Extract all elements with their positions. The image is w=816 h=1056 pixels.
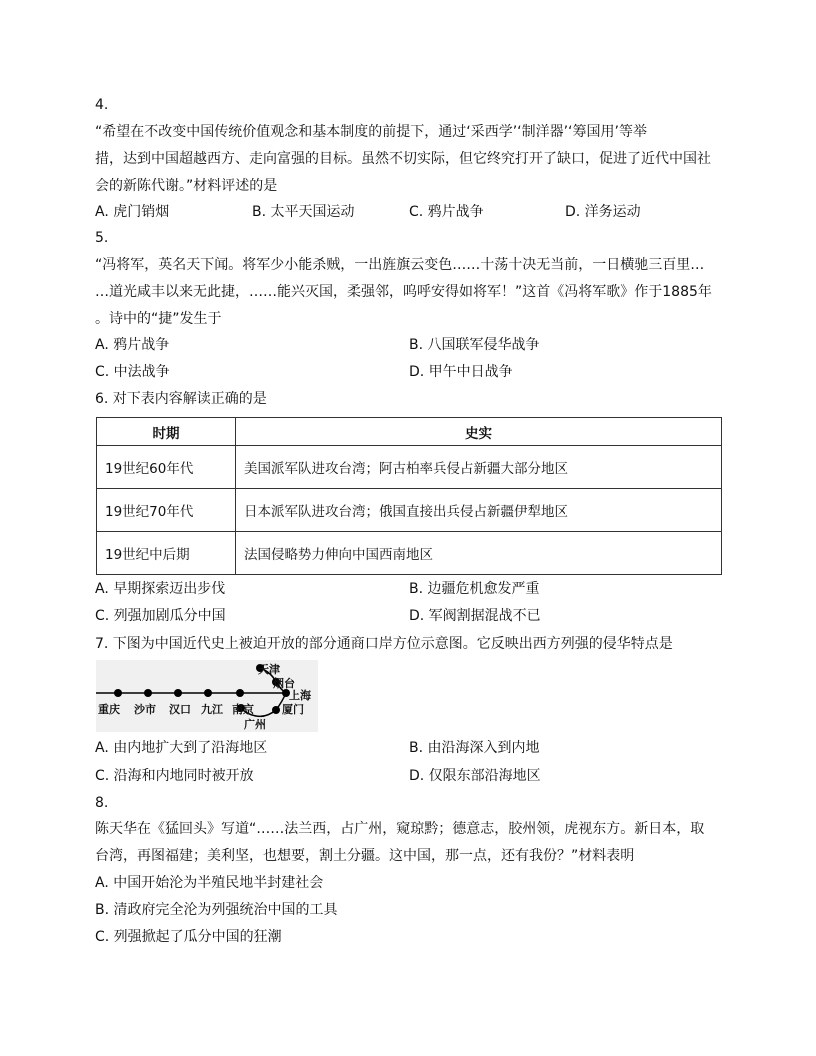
q6-option-a[interactable]: A. 早期探索迈出步伐 (95, 581, 226, 597)
table-cell-fact: 美国派军队进攻台湾；阿古柏率兵侵占新疆大部分地区 (236, 446, 722, 489)
q5-stem-line1: “冯将军，英名天下闻。将军少小能杀贼，一出旌旗云变色……十荡十决无当前，一日横驰三百里… (95, 257, 705, 273)
q4-option-c[interactable]: C. 鸦片战争 (409, 204, 484, 220)
treaty-ports-map (96, 660, 318, 732)
map-label-guangzhou: 广州 (244, 718, 266, 731)
map-label-tianjin: 天津 (258, 663, 280, 676)
q4-number: 4. (95, 97, 109, 113)
q4-stem-line1: “希望在不改变中国传统价值观念和基本制度的前提下，通过‘采西学’‘制洋器’‘筹国用’等举 (95, 124, 647, 140)
q5-option-d[interactable]: D. 甲午中日战争 (409, 364, 513, 380)
q5-stem-line3: 。诗中的“捷”发生于 (95, 311, 222, 327)
table-row (97, 489, 722, 532)
map-label-nanjing: 南京 (232, 703, 254, 716)
table-row (97, 532, 722, 575)
table-cell-period: 19世纪中后期 (97, 532, 236, 575)
map-label-yantai: 烟台 (273, 677, 295, 690)
map-label-shashi: 沙市 (134, 703, 156, 716)
map-routes (96, 660, 318, 732)
q5-number: 5. (95, 230, 109, 246)
q7-stem: 7. 下图为中国近代史上被迫开放的部分通商口岸方位示意图。它反映出西方列强的侵华特点是 (95, 636, 673, 652)
q8-stem-line2: 台湾，再图福建；美利坚，也想要，割土分疆。这中国，那一点，还有我份？”材料表明 (95, 848, 635, 864)
table-cell-fact: 日本派军队进攻台湾；俄国直接出兵侵占新疆伊犁地区 (236, 489, 722, 532)
q4-option-a[interactable]: A. 虎门销烟 (95, 204, 170, 220)
map-label-hankou: 汉口 (169, 703, 191, 716)
q8-option-a[interactable]: A. 中国开始沦为半殖民地半封建社会 (95, 875, 324, 891)
q6-option-c[interactable]: C. 列强加剧瓜分中国 (95, 608, 226, 624)
q6-option-d[interactable]: D. 军阀割据混战不已 (409, 608, 541, 624)
q7-option-b[interactable]: B. 由沿海深入到内地 (409, 740, 540, 756)
q4-option-b[interactable]: B. 太平天国运动 (252, 204, 355, 220)
map-label-chongqing: 重庆 (98, 703, 120, 716)
q8-option-b[interactable]: B. 清政府完全沦为列强统治中国的工具 (95, 902, 338, 918)
map-label-shanghai: 上海 (289, 689, 311, 702)
table-header-facts: 史实 (236, 418, 722, 446)
q8-option-c[interactable]: C. 列强掀起了瓜分中国的狂潮 (95, 929, 282, 945)
q5-option-b[interactable]: B. 八国联军侵华战争 (409, 337, 540, 353)
q5-option-c[interactable]: C. 中法战争 (95, 364, 170, 380)
table-cell-period: 19世纪60年代 (97, 446, 236, 489)
table-cell-period: 19世纪70年代 (97, 489, 236, 532)
table-row (97, 446, 722, 489)
q5-stem-line2: …道光咸丰以来无此捷，……能兴灭国，柔强邻，呜呼安得如将军！”这首《冯将军歌》作于1885年 (95, 284, 712, 300)
map-label-jiujiang: 九江 (201, 703, 223, 716)
q5-option-a[interactable]: A. 鸦片战争 (95, 337, 170, 353)
q6-stem: 6. 对下表内容解读正确的是 (95, 391, 267, 407)
q4-option-d[interactable]: D. 洋务运动 (565, 204, 641, 220)
q4-stem-line3: 会的新陈代谢。”材料评述的是 (95, 178, 278, 194)
map-label-xiamen: 厦门 (282, 703, 304, 716)
table-header-row (97, 418, 722, 446)
q4-stem-line2: 措，达到中国超越西方、走向富强的目标。虽然不切实际，但它终究打开了缺口，促进了近代中国社 (95, 151, 711, 167)
table-cell-fact: 法国侵略势力伸向中国西南地区 (236, 532, 722, 575)
q6-option-b[interactable]: B. 边疆危机愈发严重 (409, 581, 540, 597)
q7-option-a[interactable]: A. 由内地扩大到了沿海地区 (95, 740, 268, 756)
q8-number: 8. (95, 795, 109, 811)
q7-option-c[interactable]: C. 沿海和内地同时被开放 (95, 768, 254, 784)
q8-stem-line1: 陈天华在《猛回头》写道“……法兰西，占广州，窥琼黔；德意志，胶州领，虎视东方。新日本，取 (95, 821, 705, 837)
table-header-period: 时期 (97, 418, 236, 446)
q7-option-d[interactable]: D. 仅限东部沿海地区 (409, 768, 541, 784)
q6-history-table (96, 417, 722, 575)
